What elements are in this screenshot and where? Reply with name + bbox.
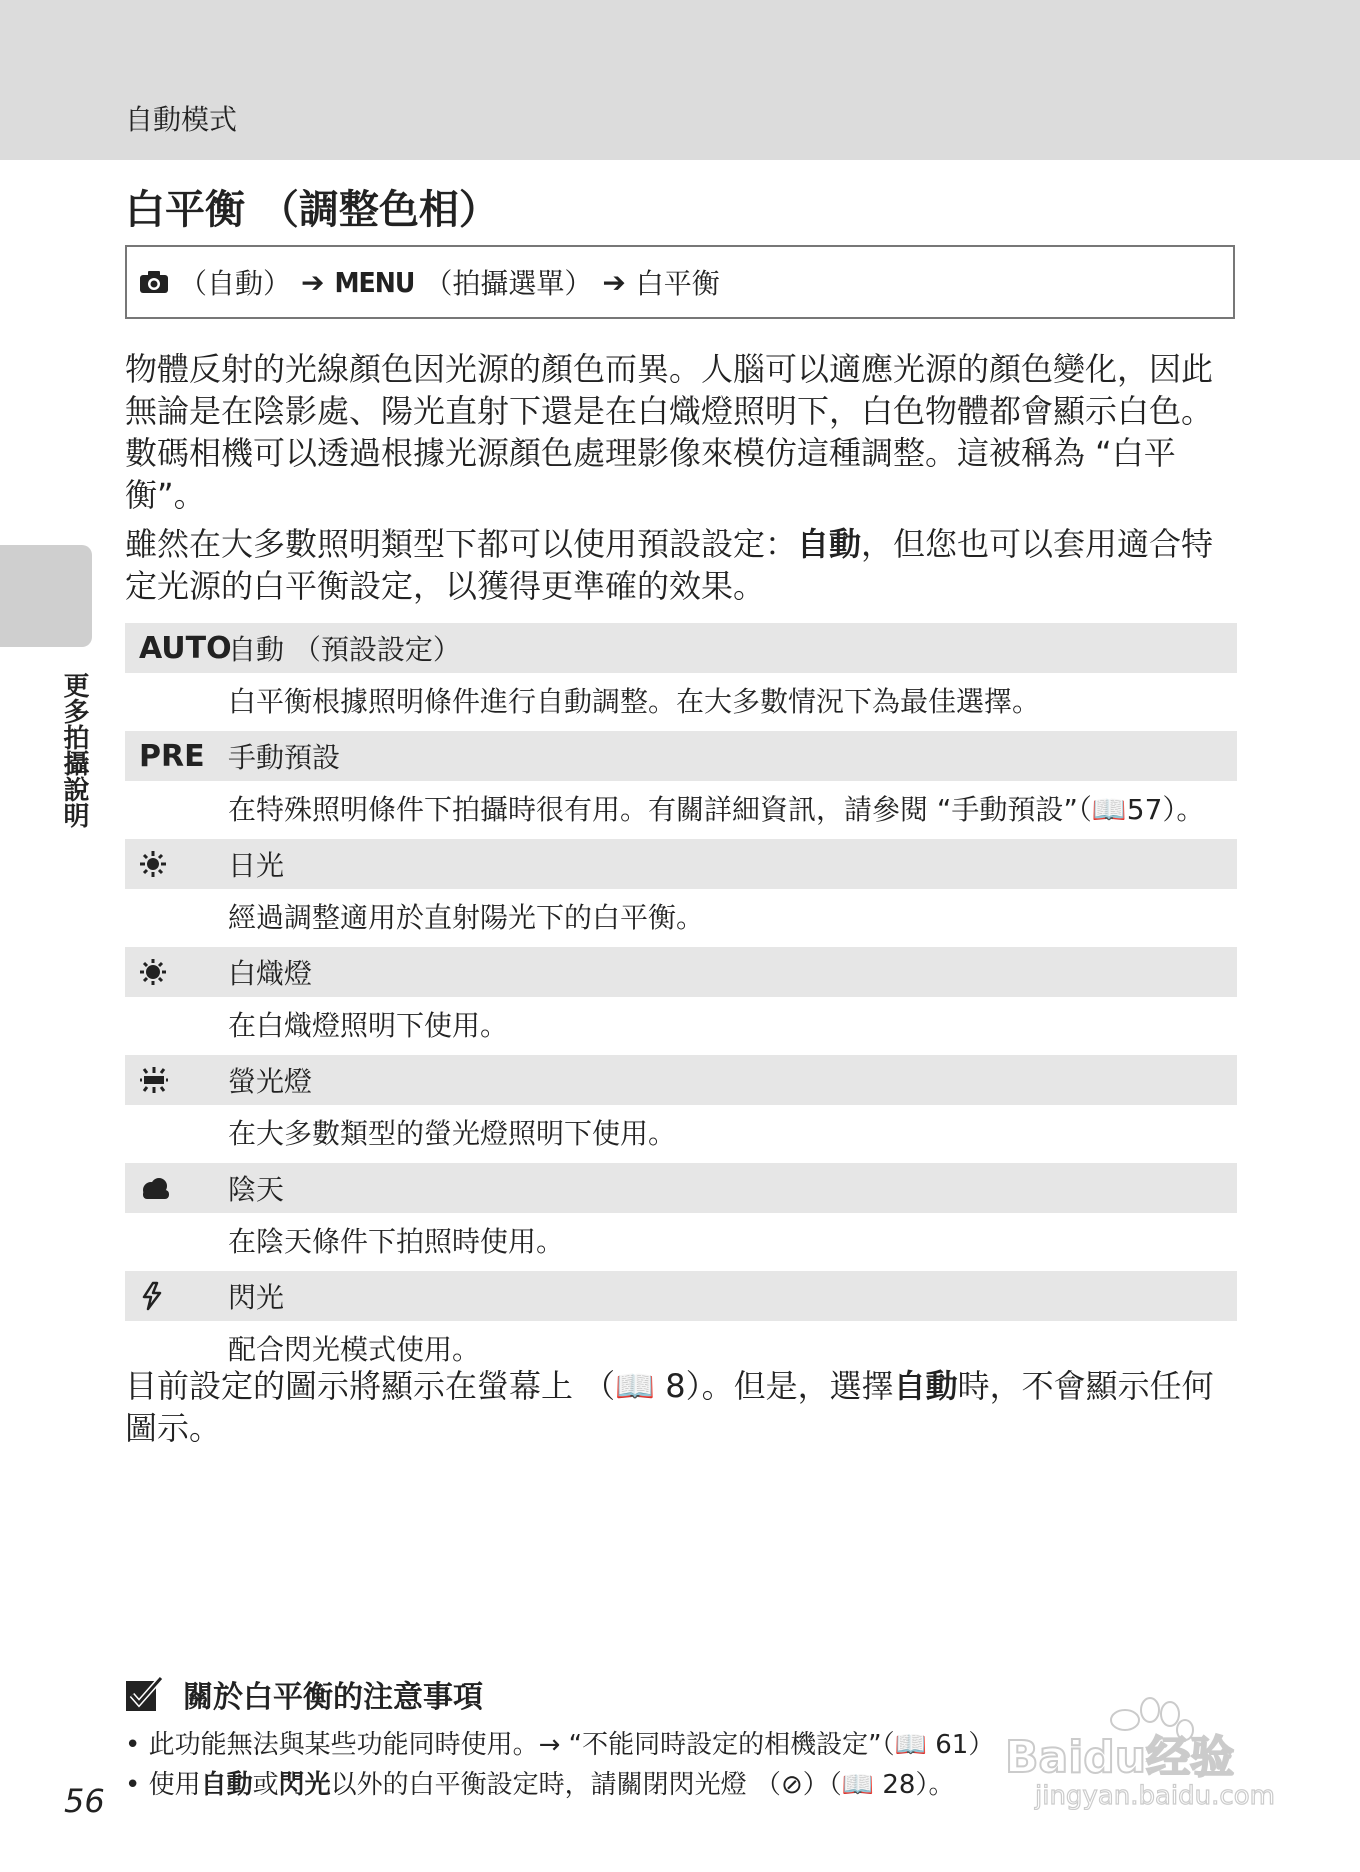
table-row <box>125 1055 1237 1105</box>
arrow-right-icon: ➔ <box>602 265 626 299</box>
table-row <box>125 623 1237 673</box>
checkmark-icon <box>125 1676 165 1712</box>
table-row <box>125 997 1237 1055</box>
option-label: 自動 （預設設定） <box>228 633 461 666</box>
incandescent-icon <box>125 958 228 986</box>
watermark-logo <box>985 1680 1305 1810</box>
page-title: 白平衡 （調整色相） <box>125 187 499 233</box>
note-header <box>125 1672 483 1716</box>
list-item: • 使用自動或閃光以外的白平衡設定時，請關閉閃光燈 （⊘）（📖 28）。 <box>125 1765 1235 1805</box>
table-row <box>125 1163 1237 1213</box>
menu-path-auto: （自動） <box>179 267 292 300</box>
table-row <box>125 731 1237 781</box>
flash-icon <box>125 1281 228 1311</box>
preset-icon: PRE <box>139 738 205 774</box>
camera-icon <box>139 270 169 294</box>
menu-path-white-balance: 白平衡 <box>635 267 720 300</box>
list-item: • 此功能無法與某些功能同時使用。→ “不能同時設定的相機設定”（📖 61） <box>125 1725 1235 1765</box>
option-desc: 在大多數類型的螢光燈照明下使用。 <box>228 1117 677 1150</box>
option-desc: 白平衡根據照明條件進行自動調整。在大多數情況下為最佳選擇。 <box>228 685 1041 718</box>
table-row <box>125 673 1237 731</box>
book-icon: 📖 <box>841 1770 875 1800</box>
chapter-tab-label: 更多拍攝說明 <box>59 672 89 828</box>
note-title: 關於白平衡的注意事項 <box>183 1680 483 1715</box>
option-desc: 經過調整適用於直射陽光下的白平衡。 <box>228 901 705 934</box>
option-desc: 配合閃光模式使用。 <box>228 1333 481 1366</box>
svg-text:jingyan.baidu.com: jingyan.baidu.com <box>1035 1781 1275 1810</box>
menu-path-box <box>125 245 1235 319</box>
option-desc: 在白熾燈照明下使用。 <box>228 1009 509 1042</box>
section-label: 自動模式 <box>125 103 238 136</box>
option-label: 白熾燈 <box>228 957 313 990</box>
option-label: 螢光燈 <box>228 1065 313 1098</box>
svg-text:Baidu经验: Baidu经验 <box>1005 1732 1235 1783</box>
fluorescent-icon <box>125 1066 228 1094</box>
book-icon: 📖 <box>1091 793 1127 826</box>
table-row <box>125 1105 1237 1163</box>
table-row <box>125 781 1237 839</box>
table-row <box>125 1213 1237 1271</box>
page-number: 56 <box>64 1782 105 1820</box>
white-balance-table <box>125 623 1237 1379</box>
table-row <box>125 889 1237 947</box>
option-label: 閃光 <box>228 1281 285 1314</box>
menu-path-shooting-menu: （拍攝選單） <box>424 267 593 300</box>
book-icon: 📖 <box>894 1730 927 1760</box>
preset-paragraph: 雖然在大多數照明類型下都可以使用預設設定：自動，但您也可以套用適合特定光源的白平衡設定，以獲得更準確的效果。 <box>125 525 1214 605</box>
option-desc: 在特殊照明條件下拍攝時很有用。有關詳細資訊，請參閱 “手動預設”（📖57）。 <box>228 793 1205 826</box>
menu-word: MENU <box>334 265 415 299</box>
arrow-right-icon: ➔ <box>301 265 325 299</box>
option-label: 日光 <box>228 849 285 882</box>
option-label: 陰天 <box>228 1173 285 1206</box>
book-icon: 📖 <box>615 1367 656 1405</box>
cloudy-icon <box>125 1175 228 1201</box>
daylight-icon <box>125 850 228 878</box>
table-row <box>125 1271 1237 1321</box>
auto-icon: AUTO <box>139 630 232 666</box>
current-setting-paragraph: 目前設定的圖示將顯示在螢幕上 （📖 8）。但是，選擇自動時，不會顯示任何圖示。 <box>125 1367 1214 1447</box>
table-row <box>125 947 1237 997</box>
chapter-tab <box>0 545 92 647</box>
option-label: 手動預設 <box>228 741 341 774</box>
option-desc: 在陰天條件下拍照時使用。 <box>228 1225 565 1258</box>
table-row <box>125 839 1237 889</box>
flash-off-icon: ⊘ <box>780 1770 803 1800</box>
intro-paragraph: 物體反射的光線顏色因光源的顏色而異。人腦可以適應光源的顏色變化，因此無論是在陰影處、陽光直射下還是在白熾燈照明下，白色物體都會顯示白色。數碼相機可以透過根據光源顏色處理影像來模仿這種調整。這被稱為 “白平衡”。 <box>125 350 1214 514</box>
